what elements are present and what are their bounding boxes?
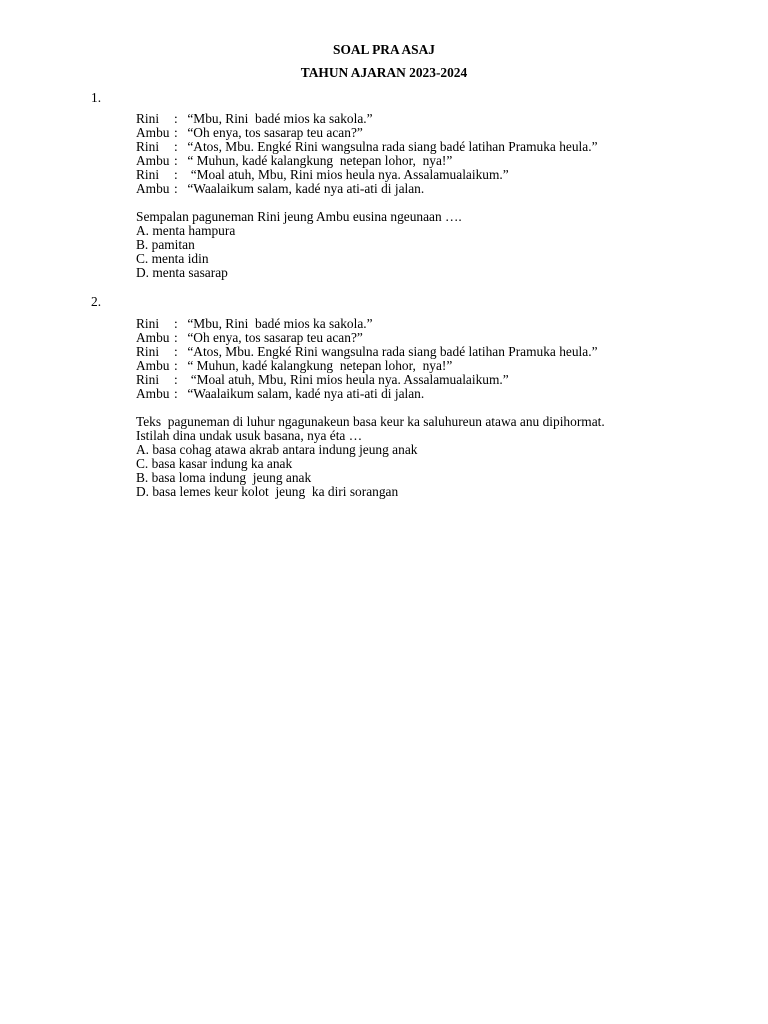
dialogue-line xyxy=(136,112,736,126)
question-1-block xyxy=(136,112,736,280)
dialogue-line xyxy=(136,182,736,196)
dialogue-text: “Waalaikum salam, kadé nya ati-ati di jalan. xyxy=(184,181,425,196)
speaker-name: Ambu xyxy=(136,125,170,140)
speaker-separator: : xyxy=(174,358,178,373)
question-2-block xyxy=(136,317,736,499)
speaker-name: Ambu xyxy=(136,153,170,168)
dialogue-text: “Oh enya, tos sasarap teu acan?” xyxy=(184,125,363,140)
document-subtitle: TAHUN AJARAN 2023-2024 xyxy=(300,65,468,80)
dialogue-text: “Mbu, Rini badé mios ka sakola.” xyxy=(184,316,373,331)
dialogue-text: “Moal atuh, Mbu, Rini mios heula nya. Assalamualaikum.” xyxy=(184,167,509,182)
document-title: SOAL PRA ASAJ xyxy=(333,42,435,57)
speaker-separator: : xyxy=(174,316,178,331)
speaker-separator: : xyxy=(174,125,178,140)
speaker-name: Ambu xyxy=(136,358,170,373)
dialogue-line xyxy=(136,359,736,373)
speaker-separator: : xyxy=(174,181,178,196)
speaker-separator: : xyxy=(174,386,178,401)
dialogue-line xyxy=(136,317,736,331)
speaker-separator: : xyxy=(174,330,178,345)
speaker-name: Rini xyxy=(136,139,160,154)
dialogue-text: “Atos, Mbu. Engké Rini wangsulna rada siang badé latihan Pramuka heula.” xyxy=(184,344,598,359)
dialogue-line xyxy=(136,154,736,168)
dialogue-text: “Atos, Mbu. Engké Rini wangsulna rada siang badé latihan Pramuka heula.” xyxy=(184,139,598,154)
dialogue xyxy=(136,317,736,401)
speaker-name: Ambu xyxy=(136,386,170,401)
speaker-separator: : xyxy=(174,167,178,182)
dialogue-line xyxy=(136,331,736,345)
dialogue-line xyxy=(136,140,736,154)
speaker-separator: : xyxy=(174,344,178,359)
speaker-name: Rini xyxy=(136,344,160,359)
answer-option: D. basa lemes keur kolot jeung ka diri sorangan xyxy=(136,484,399,499)
dialogue-text: “Oh enya, tos sasarap teu acan?” xyxy=(184,330,363,345)
speaker-name: Rini xyxy=(136,372,160,387)
dialogue-line xyxy=(136,373,736,387)
speaker-separator: : xyxy=(174,153,178,168)
answer-option: A. basa cohag atawa akrab antara indung jeung anak xyxy=(136,442,418,457)
answer-option: B. pamitan xyxy=(136,237,195,252)
dialogue-text: “Waalaikum salam, kadé nya ati-ati di jalan. xyxy=(184,386,425,401)
dialogue-line xyxy=(136,168,736,182)
question-number: 1. xyxy=(91,90,102,105)
dialogue-text: “Moal atuh, Mbu, Rini mios heula nya. Assalamualaikum.” xyxy=(184,372,509,387)
answer-option: C. menta idin xyxy=(136,251,209,266)
question-prompt: Sempalan paguneman Rini jeung Ambu eusina ngeunaan …. xyxy=(136,209,462,224)
dialogue-line xyxy=(136,126,736,140)
question-prompt: Teks paguneman di luhur ngagunakeun basa keur ka saluhureun atawa anu dipihormat. xyxy=(136,414,605,429)
speaker-name: Ambu xyxy=(136,181,170,196)
speaker-name: Rini xyxy=(136,111,160,126)
question-number: 2. xyxy=(91,294,102,309)
answer-option: D. menta sasarap xyxy=(136,265,228,280)
dialogue xyxy=(136,112,736,196)
question-prompt: Istilah dina undak usuk basana, nya éta … xyxy=(136,428,363,443)
speaker-name: Rini xyxy=(136,167,160,182)
spacer xyxy=(136,401,736,415)
dialogue-line xyxy=(136,345,736,359)
speaker-separator: : xyxy=(174,372,178,387)
speaker-name: Rini xyxy=(136,316,160,331)
dialogue-text: “Mbu, Rini badé mios ka sakola.” xyxy=(184,111,373,126)
speaker-name: Ambu xyxy=(136,330,170,345)
answer-option: C. basa kasar indung ka anak xyxy=(136,456,293,471)
speaker-separator: : xyxy=(174,111,178,126)
answer-option: A. menta hampura xyxy=(136,223,236,238)
spacer xyxy=(136,196,736,210)
answer-option: B. basa loma indung jeung anak xyxy=(136,470,312,485)
speaker-separator: : xyxy=(174,139,178,154)
dialogue-text: “ Muhun, kadé kalangkung netepan lohor, nya!” xyxy=(184,358,453,373)
dialogue-text: “ Muhun, kadé kalangkung netepan lohor, nya!” xyxy=(184,153,453,168)
dialogue-line xyxy=(136,387,736,401)
